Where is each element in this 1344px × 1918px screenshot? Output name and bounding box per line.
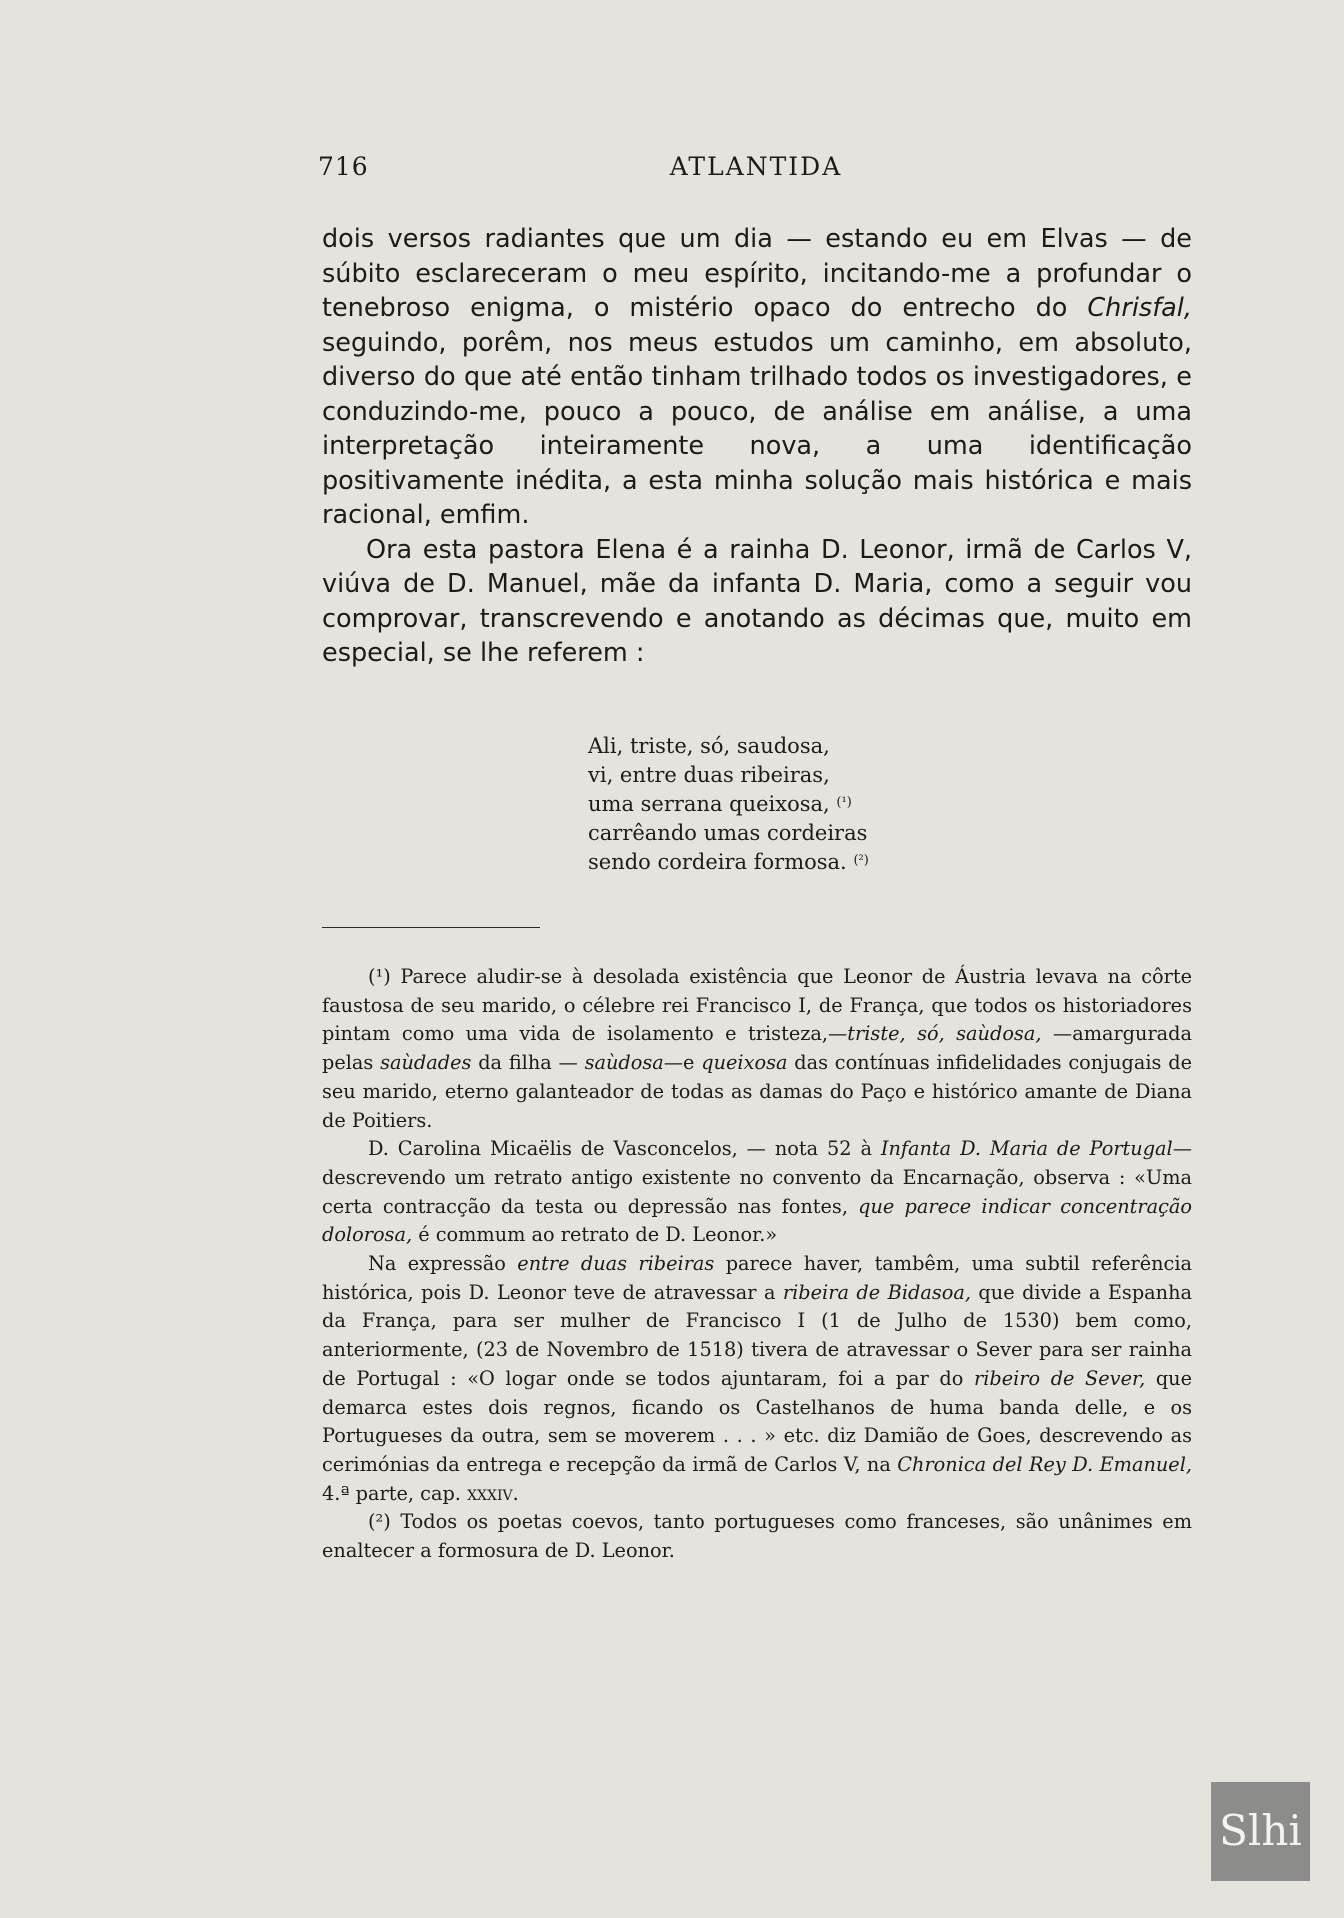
footnote-divider [322,927,540,928]
verse-line-5-text: sendo cordeira formosa. [588,850,847,874]
footnote-2: (²) Todos os poetas coevos, tanto portugueses como franceses, são unânimes em enaltecer a formosura de D. Leonor. [322,1510,1192,1563]
paragraph-1-text: dois versos radiantes que um dia — estando eu em Elvas — de súbito esclareceram o meu espírito, incitando-me a profundar o tenebroso enigma, o mistério opaco do entrecho do [322,224,1192,323]
footnote-italic: ribeiro de Sever, [973,1366,1146,1390]
footnote-italic: ribeira de Bidasoa, [782,1280,971,1304]
footnote-1 [322,963,1192,1135]
footnote-1-italic: saùdosa [584,1051,664,1075]
footnote-italic: entre duas ribeiras [517,1252,715,1276]
footnote-ref-1: (¹) [836,795,852,810]
verse-line-2: vi, entre duas ribeiras, [588,763,830,787]
footnote-1-text: —e [663,1051,702,1075]
footnote-1-continued [322,1250,1192,1508]
verse-line-3-text: uma serrana queixosa, [588,792,830,816]
footnote-1-italic: saùdades [380,1051,472,1075]
verse-line-1: Ali, triste, só, saudosa, [588,734,830,758]
paragraph-1 [322,222,1192,533]
footnote-text: — descrevendo um retrato antigo existente no convento da Encarnação, observa : «Uma certa contracção da testa ou depressão nas fontes, [322,1137,1192,1218]
logo-text: Slhi [1219,1806,1302,1855]
chrisfal-title: Chrisfal, [1087,293,1192,323]
verse-line-5 [588,848,869,877]
footnote-1-text: da filha — [471,1051,585,1075]
verse-line-3 [588,790,869,819]
page-header [318,152,1194,188]
footnote-1-text: (¹) Parece aludir-se à desolada existência que Leonor de Áustria levava na côrte faustosa de seu marido, o célebre rei Francisco I, de França, que todos os historiadores pintam como uma vida de isolamento e tristeza,— [322,965,1192,1046]
footnote-1-italic: queixosa [701,1051,788,1075]
footnote-text: D. Carolina Micaëlis de Vasconcelos, — nota 52 à [368,1137,881,1161]
footnote-text: 4.ª parte, cap. [322,1481,468,1505]
library-logo [1211,1782,1310,1881]
verse-quotation [588,732,869,877]
footnote-italic: que parece indicar concentração dolorosa, [322,1194,1193,1247]
footnote-text: parece haver, tambêm, uma subtil referência histórica, pois D. Leonor teve de atravessar a [322,1252,1193,1304]
paragraph-2: Ora esta pastora Elena é a rainha D. Leonor, irmã de Carlos V, viúva de D. Manuel, mãe da infanta D. Maria, como a seguir vou comprovar, transcrevendo e anotando as décimas que, muito em especial, se lhe referem : [322,534,1192,668]
footnote-text: Na expressão [368,1252,518,1276]
footnote-text: é commum ao retrato de D. Leonor.» [412,1223,778,1247]
footnote-text: xxxiv. [467,1481,519,1505]
footnote-1-italic: triste, só, saùdosa, [847,1022,1042,1046]
footnote-text: que demarca estes dois regnos, ficando os Castelhanos de huma banda delle, e os Portugueses da outra, sem se moverem . . . » etc. diz Damião de Goes, descrevendo as cerimónias da entrega e recepção da irmã de Carlos V, na [322,1366,1192,1476]
running-title: ATLANTIDA [669,152,843,181]
footnotes [322,963,1192,1566]
page-number: 716 [318,152,369,181]
footnote-italic: Chronica del Rey D. Emanuel, [897,1452,1192,1476]
paragraph-1-text-end: seguindo, porêm, nos meus estudos um caminho, em absoluto, diverso do que até então tinham trilhado todos os investigadores, e conduzindo-me, pouco a pouco, de análise em análise, a uma interpretação inteiramente nova, a uma identificação positivamente inédita, a esta minha solução mais histórica e mais racional, emfim. [322,327,1192,530]
footnote-1-continued [322,1135,1192,1250]
verse-line-4: carrêando umas cordeiras [588,821,868,845]
footnote-italic: Infanta D. Maria de Portugal [880,1137,1173,1161]
footnote-text: que divide a Espanha da França, para ser mulher de Francisco I (1 de Julho de 1530) bem como, anteriormente, (23 de Novembro de 1518) tivera de atravessar o Sever para ser rainha de Portugal : «O logar onde se todos ajuntaram, foi a par do [322,1280,1192,1390]
main-text [322,222,1192,671]
footnote-ref-2: (²) [853,853,869,868]
footnote-1-text: das contínuas infidelidades conjugais de seu marido, eterno galanteador de todas as damas do Paço e histórico amante de Diana de Poitiers. [322,1051,1192,1132]
footnote-1-text: —amargurada pelas [322,1022,1192,1075]
